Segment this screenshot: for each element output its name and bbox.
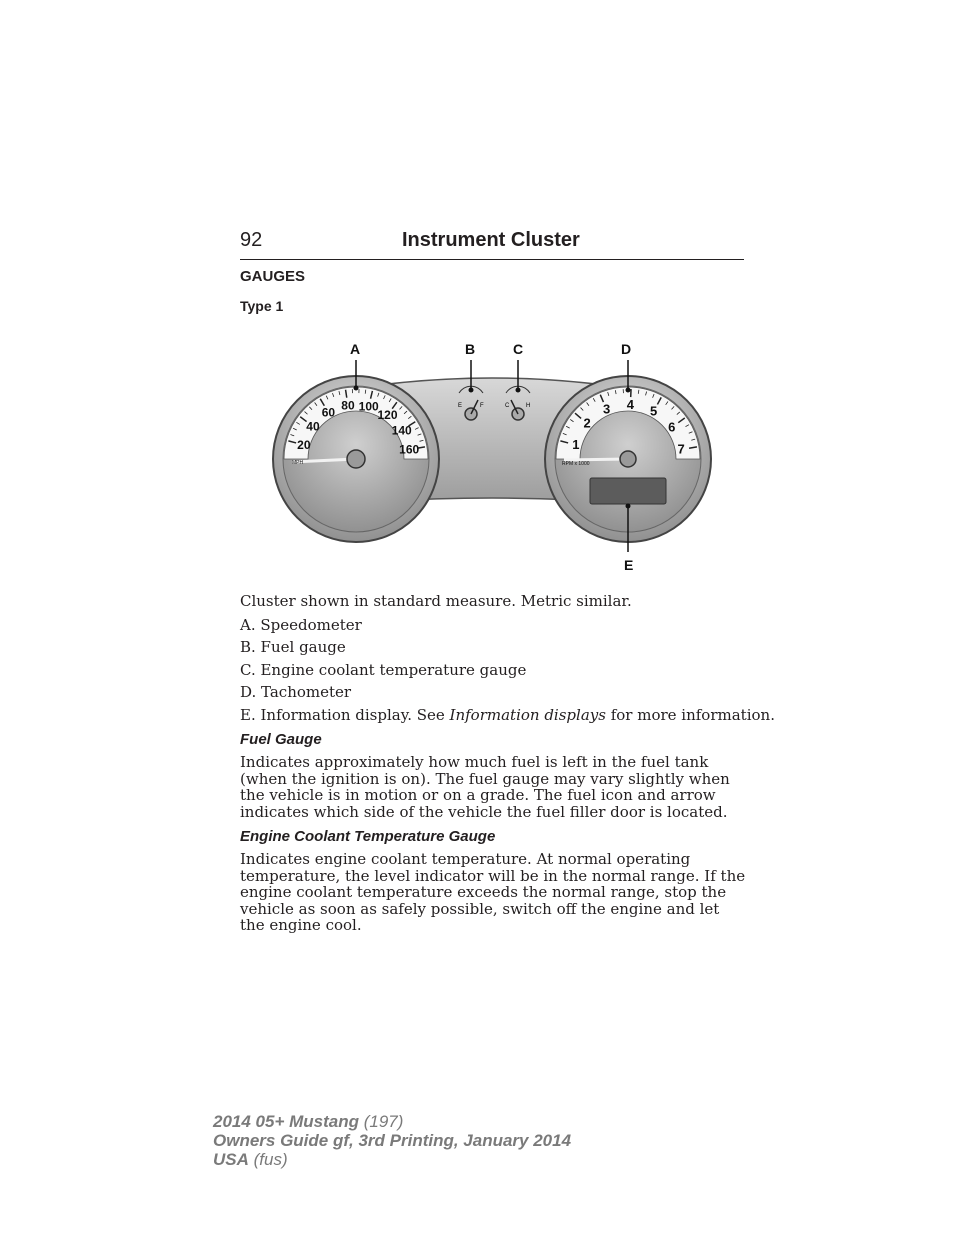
list-item-e: E. Information display. See Information displays for more information.: [240, 706, 775, 724]
tachometer-label: 2: [583, 415, 591, 431]
page-header: [240, 229, 744, 260]
section-subtitle: Type 1: [240, 298, 284, 314]
callout-b: B: [465, 341, 476, 357]
section-title: GAUGES: [240, 268, 306, 285]
callout-e: E: [624, 557, 634, 573]
tachometer-label: 1: [572, 437, 580, 453]
speedometer-label: 100: [358, 399, 379, 414]
speedometer-label: 20: [297, 438, 311, 453]
temp-cold-label: C: [505, 403, 510, 409]
list-item-d: D. Tachometer: [240, 683, 352, 701]
page-footer: [213, 1112, 571, 1169]
coolant-gauge-heading: Engine Coolant Temperature Gauge: [240, 828, 496, 845]
chapter-title: Instrument Cluster: [402, 229, 580, 251]
speedometer-label: 80: [341, 398, 355, 413]
list-item-a: A. Speedometer: [240, 616, 362, 634]
fuel-gauge-heading: Fuel Gauge: [240, 731, 322, 748]
speedometer-tick: [365, 390, 366, 394]
callout-a: A: [350, 341, 361, 357]
callout-c: C: [513, 341, 524, 357]
speedometer-label: 140: [391, 423, 412, 438]
fuel-gauge-text: Indicates approximately how much fuel is left in the fuel tank (when the ignition is on). The fuel gauge may vary slightly when the vehicle is in motion or on a grade. The fuel icon and arrow indicates which side of the vehicle the fuel filler door is located.: [240, 753, 730, 821]
speedometer-label: 60: [321, 405, 336, 420]
fuel-full-label: F: [480, 403, 484, 409]
information-displays-link[interactable]: Information displays: [449, 706, 606, 724]
fuel-empty-label: E: [458, 403, 463, 409]
tachometer-label: 6: [668, 419, 676, 435]
tachometer-label: 7: [677, 441, 685, 457]
page-number: 92: [240, 229, 263, 251]
speedometer-label: 160: [399, 442, 420, 457]
figure-caption: Cluster shown in standard measure. Metric similar.: [240, 592, 632, 610]
callout-d: D: [621, 341, 632, 357]
information-display-screen: [590, 478, 666, 504]
tachometer-label: 4: [626, 397, 634, 413]
coolant-gauge-text: Indicates engine coolant temperature. At normal operating temperature, the level indicator will be in the normal range. If the engine coolant temperature exceeds the normal range, stop the vehicle as soon as safely possible, switch off the engine and let the engine cool.: [240, 850, 746, 934]
list-item-c: C. Engine coolant temperature gauge: [240, 661, 527, 679]
speedometer-label: 120: [377, 408, 398, 423]
tachometer-label: 3: [602, 401, 611, 417]
temp-hot-label: H: [526, 403, 531, 409]
speedometer-unit: MPH: [292, 460, 304, 466]
footer-line-3: USA (fus): [213, 1150, 288, 1169]
footer-line-2: Owners Guide gf, 3rd Printing, January 2014: [213, 1131, 572, 1150]
list-item-b: B. Fuel gauge: [240, 638, 346, 656]
instrument-cluster-figure: [262, 338, 722, 574]
tachometer-unit: RPM x 1000: [562, 461, 590, 467]
footer-line-1: 2014 05+ Mustang (197): [213, 1112, 404, 1131]
speedometer-gauge: [273, 376, 439, 542]
tachometer-label: 5: [650, 403, 658, 419]
speedometer-label: 40: [306, 419, 320, 434]
